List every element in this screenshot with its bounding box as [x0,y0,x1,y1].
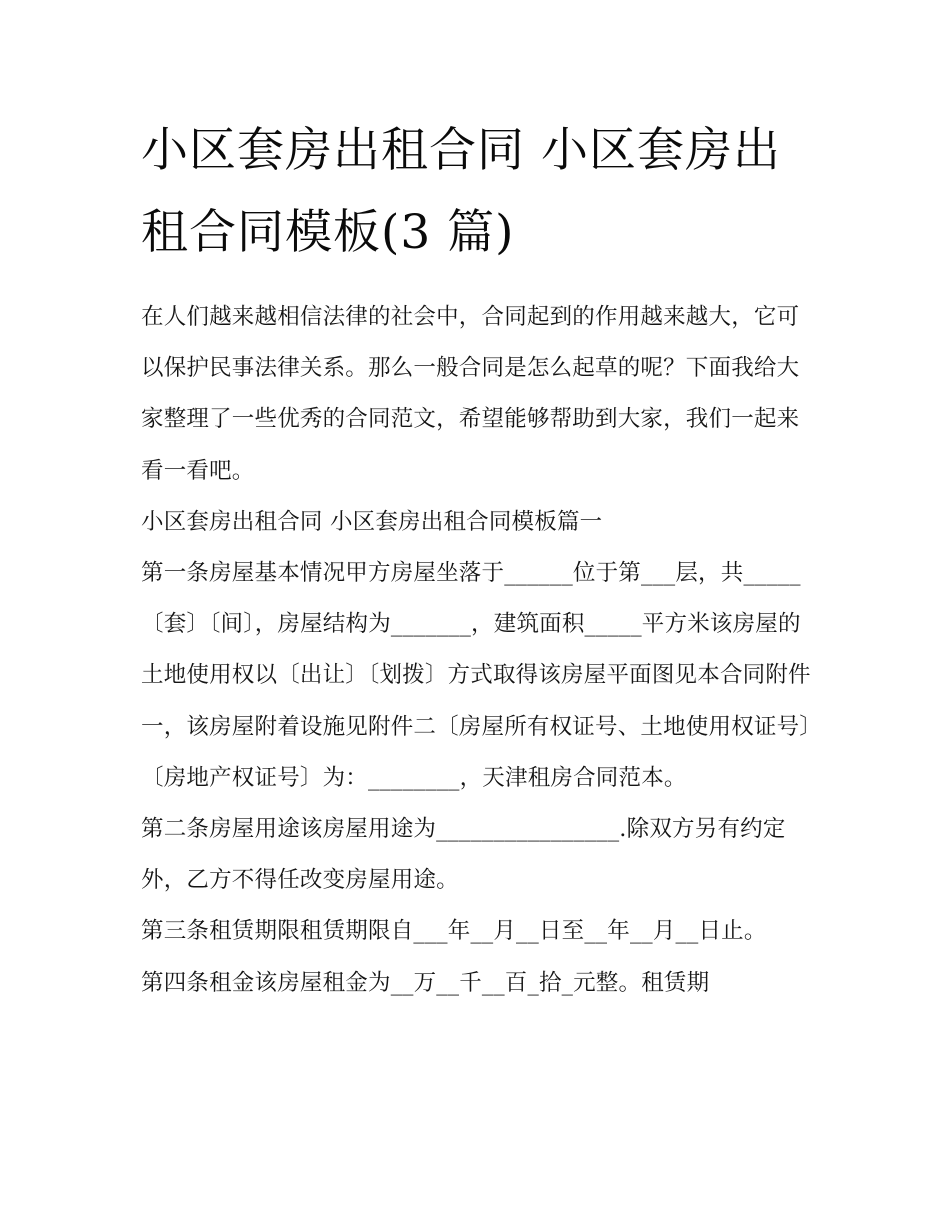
intro-paragraph: 在人们越来越相信法律的社会中，合同起到的作用越来越大，它可以保护民事法律关系。那么一般合同是怎么起草的呢？下面我给大家整理了一些优秀的合同范文，希望能够帮助到大家，我们一起来看一看吧。 [141,304,800,484]
document-title [141,110,813,274]
article-1-paragraph: 第一条房屋基本情况甲方房屋坐落于______位于第___层，共_____〔套〕〔间〕，房屋结构为_______，建筑面积_____平方米该房屋的土地使用权以〔出让〕〔划拨〕方式取得该房屋平面图见本合同附件一，该房屋附着设施见附件二〔房屋所有权证号、土地使用权证号〕〔房地产权证号〕为：________，天津租房合同范本。 [141,560,811,791]
title-line-2: 租合同模板(3 篇) [141,205,515,260]
article-2-paragraph: 第二条房屋用途该房屋用途为________________.除双方另有约定外，乙方不得任改变房屋用途。 [141,816,786,894]
article-4-paragraph: 第四条租金该房屋租金为__万__千__百_拾_元整。租赁期 [141,969,710,996]
document-page [141,110,813,1009]
document-body [141,292,813,1009]
title-line-1: 小区套房出租合同 小区套房出 [141,123,781,178]
section-heading: 小区套房出租合同 小区套房出租合同模板篇一 [141,508,603,535]
article-3-paragraph: 第三条租赁期限租赁期限自___年__月__日至__年__月__日止。 [141,918,767,945]
